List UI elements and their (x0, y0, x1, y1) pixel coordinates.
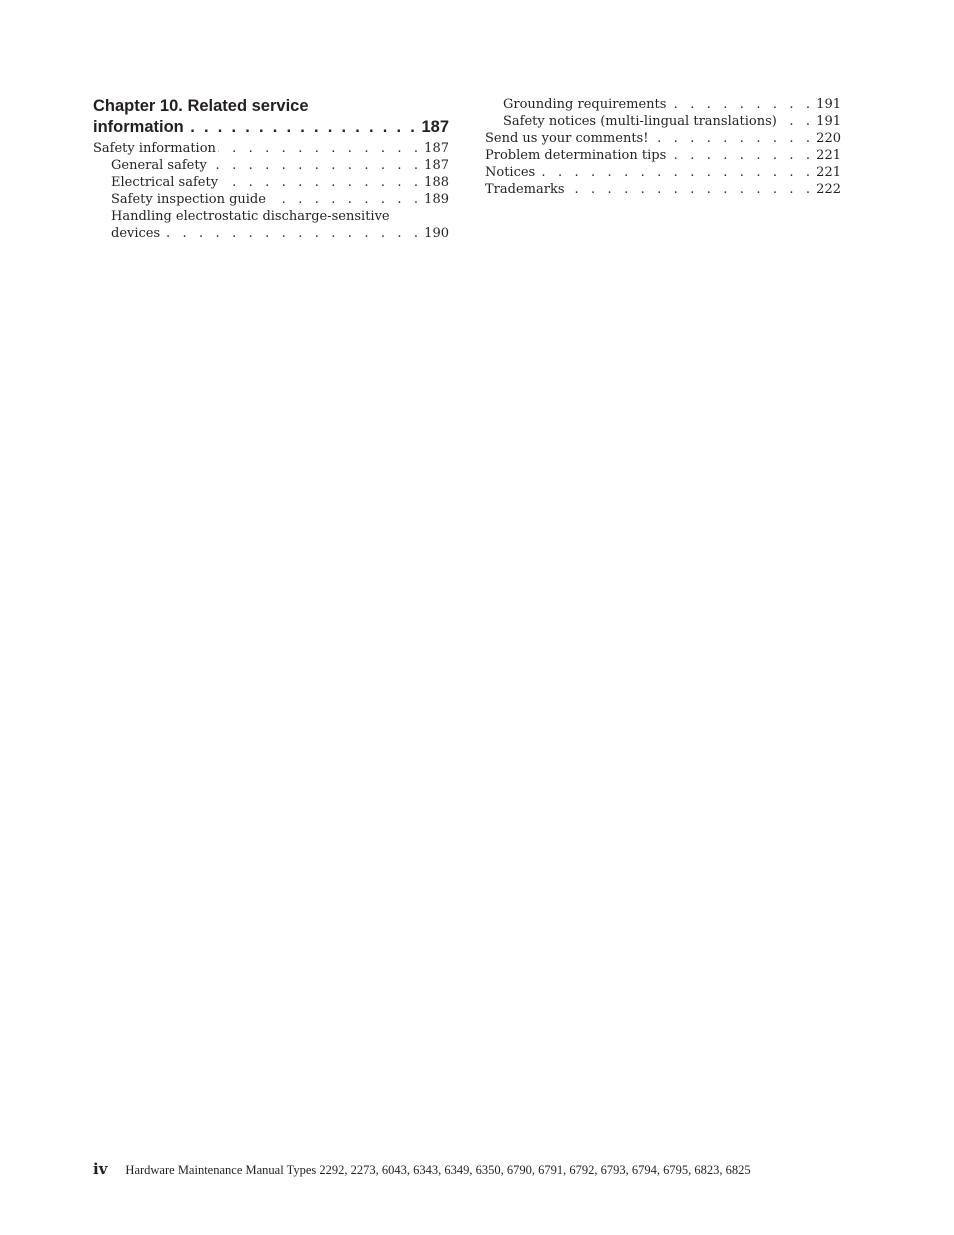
toc-entry-page: 188 (424, 175, 449, 190)
toc-entry-label: Safety notices (multi-lingual translations) (503, 114, 777, 129)
toc-entry-label-line2: devices (111, 226, 161, 241)
toc-entry-handling-esd-devices[interactable] (93, 208, 449, 242)
dot-leader (567, 181, 815, 198)
footer-manual-title: Hardware Maintenance Manual Types 2292, 2273, 6043, 6343, 6349, 6350, 6790, 6791, 6792, 6793, 6794, 6795, 6823, 6825 (125, 1163, 751, 1177)
toc-entry-page: 187 (424, 141, 449, 156)
toc-entry-page: 191 (816, 97, 841, 112)
toc-entry-label: General safety (111, 158, 207, 173)
toc-entry-page: 222 (816, 182, 841, 197)
toc-entry-page: 187 (424, 158, 449, 173)
dot-leader (268, 191, 422, 208)
toc-entry-label: Safety inspection guide (111, 192, 266, 207)
toc-entry-page: 221 (816, 148, 841, 163)
toc-entry-page: 221 (816, 165, 841, 180)
page-folio: iv (93, 1160, 108, 1178)
chapter-title-line1: Chapter 10. Related service (93, 97, 309, 115)
toc-entry-notices[interactable] (485, 164, 841, 181)
toc-entry-label: Safety information (93, 141, 216, 156)
toc-entry-safety-inspection-guide[interactable] (93, 191, 449, 208)
toc-entry-general-safety[interactable] (93, 157, 449, 174)
toc-entry-page: 190 (424, 226, 449, 241)
toc-entry-trademarks[interactable] (485, 181, 841, 198)
dot-leader (162, 225, 422, 242)
toc-entry-label: Problem determination tips (485, 148, 667, 163)
page-footer (93, 1160, 751, 1178)
toc-right-column (485, 96, 841, 198)
toc-entry-problem-determination-tips[interactable] (485, 147, 841, 164)
toc-entry-label: Electrical safety (111, 175, 219, 190)
toc-entry-label-line1: Handling electrostatic discharge-sensitive (111, 209, 390, 224)
dot-leader (650, 130, 814, 147)
chapter-page-number: 187 (421, 118, 449, 136)
chapter-title-line2: information (93, 118, 184, 136)
toc-left-column (93, 96, 449, 242)
dot-leader (668, 147, 814, 164)
toc-entry-safety-notices[interactable] (485, 113, 841, 130)
toc-entry-label: Send us your comments! (485, 131, 649, 146)
toc-chapter-heading[interactable] (93, 96, 449, 138)
toc-entry-label: Trademarks (485, 182, 565, 197)
toc-entry-label: Notices (485, 165, 536, 180)
toc-entry-safety-information[interactable] (93, 140, 449, 157)
toc-entry-label: Grounding requirements (503, 97, 667, 112)
dot-leader (218, 140, 422, 157)
toc-entry-electrical-safety[interactable] (93, 174, 449, 191)
toc-entry-page: 220 (816, 131, 841, 146)
dot-leader (220, 174, 422, 191)
toc-entry-page: 191 (816, 114, 841, 129)
toc-entry-grounding-requirements[interactable] (485, 96, 841, 113)
dot-leader (779, 113, 814, 130)
dot-leader (668, 96, 814, 113)
dot-leader (209, 157, 422, 174)
dot-leader (537, 164, 814, 181)
toc-entry-send-comments[interactable] (485, 130, 841, 147)
dot-leader (186, 117, 420, 138)
toc-entry-page: 189 (424, 192, 449, 207)
